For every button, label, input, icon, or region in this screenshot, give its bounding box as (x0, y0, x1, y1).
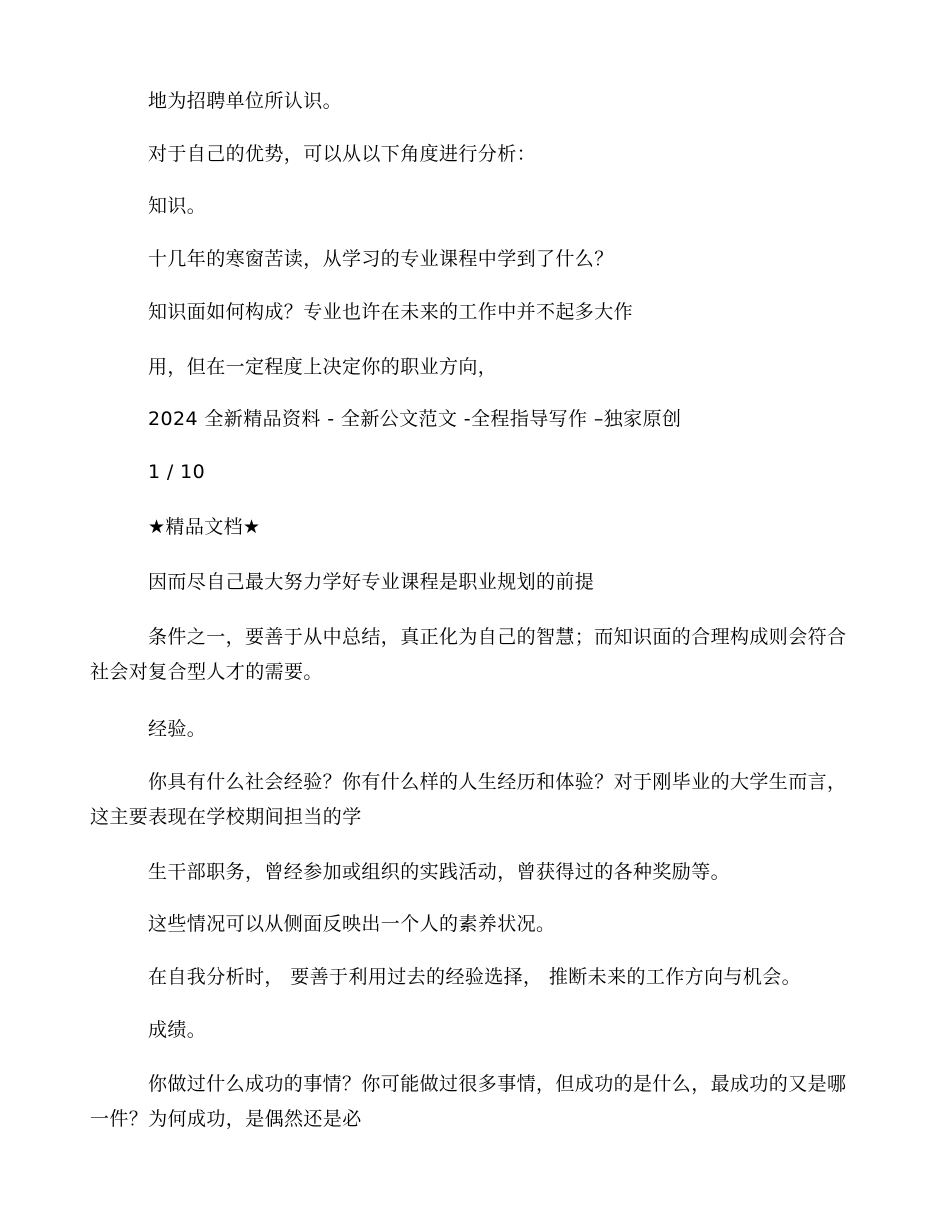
paragraph: 你具有什么社会经验？你有什么样的人生经历和体验？对于刚毕业的大学生而言，这主要表现在学校期间担当的学 (90, 771, 847, 828)
paragraph: 十几年的寒窗苦读，从学习的专业课程中学到了什么？ (148, 248, 614, 270)
paragraph: 对于自己的优势，可以从以下角度进行分析： (148, 143, 537, 165)
paragraph: 知识。 (148, 195, 207, 217)
paragraph: 知识面如何构成？专业也许在未来的工作中并不起多大作 (148, 301, 634, 323)
header-banner: ★精品文档★ (148, 516, 261, 538)
paragraph: 地为招聘单位所认识。 (148, 90, 343, 112)
footer-banner: 2024 全新精品资料 - 全新公文范文 -全程指导写作 –独家原创 (148, 408, 682, 430)
paragraph: 成绩。 (148, 1019, 207, 1041)
paragraph: 生干部职务，曾经参加或组织的实践活动，曾获得过的各种奖励等。 (148, 861, 731, 883)
paragraph: 在自我分析时， 要善于利用过去的经验选择， 推断未来的工作方向与机会。 (148, 966, 802, 988)
paragraph: 因而尽自己最大努力学好专业课程是职业规划的前提 (148, 571, 595, 593)
page-number: 1 / 10 (148, 461, 206, 483)
paragraph: 条件之一，要善于从中总结，真正化为自己的智慧；而知识面的合理构成则会符合社会对复合型人才的需要。 (90, 626, 847, 683)
paragraph: 经验。 (148, 718, 207, 740)
paragraph: 这些情况可以从侧面反映出一个人的素养状况。 (148, 913, 556, 935)
paragraph: 用，但在一定程度上决定你的职业方向， (148, 356, 498, 378)
paragraph: 你做过什么成功的事情？你可能做过很多事情，但成功的是什么，最成功的又是哪一件？为何成功，是偶然还是必 (90, 1073, 847, 1130)
